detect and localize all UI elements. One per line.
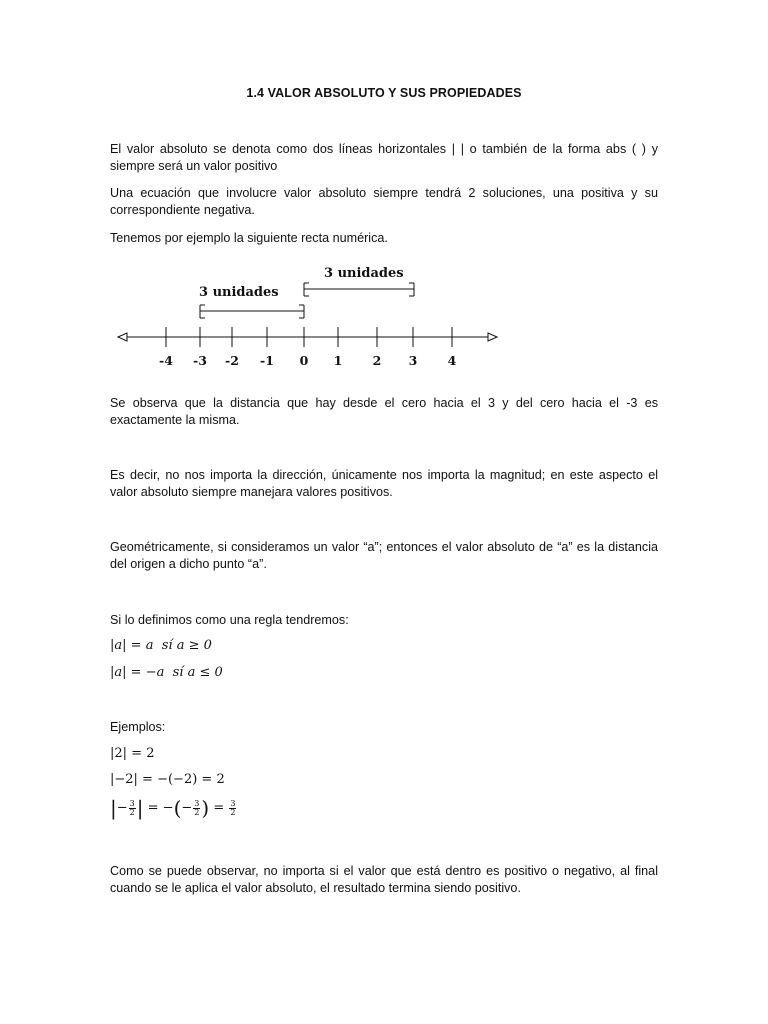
rule2-cond: sí bbox=[172, 665, 184, 680]
page-title: 1.4 VALOR ABSOLUTO Y SUS PROPIEDADES bbox=[246, 86, 522, 100]
bracket-right bbox=[304, 283, 414, 296]
example-3: |− $\frac{3}{2}$ | = −(− $\frac{3}{2}$ ) = $\frac{3}{2}$ bbox=[110, 796, 236, 820]
rule2-eq: = bbox=[126, 665, 146, 680]
ex3-eq1: = − bbox=[143, 800, 174, 816]
rule-nonpositive bbox=[110, 665, 223, 680]
number-line-figure bbox=[110, 258, 510, 373]
axis-tick-label: -1 bbox=[260, 353, 274, 368]
rule2-cond-expr: a ≤ 0 bbox=[187, 665, 223, 680]
rule1-cond: sí bbox=[161, 638, 173, 653]
ex3-fraction-2: $\frac{3}{2}$ bbox=[194, 798, 200, 817]
bracket-right-label: 3 unidades bbox=[324, 266, 404, 281]
examples-label: Ejemplos: bbox=[110, 720, 166, 734]
ex3-minus: − bbox=[116, 800, 128, 816]
bracket-left-label: 3 unidades bbox=[199, 285, 279, 300]
axis-tick-label: 3 bbox=[408, 353, 418, 368]
paragraph-conclusion: Como se puede observar, no importa si el valor que está dentro es positivo o negativo, al final cuando se le aplica el valor absoluto, el resultado termina siendo positivo. bbox=[110, 864, 658, 895]
rule1-cond-expr: a ≥ 0 bbox=[176, 638, 212, 653]
ex3-fraction-1: $\frac{3}{2}$ bbox=[129, 798, 135, 817]
paragraph-magnitude: Es decir, no nos importa la dirección, únicamente nos importa la magnitud; en este aspecto el valor absoluto siempre manejara valores positivos. bbox=[110, 468, 658, 499]
ex3-minus-2: − bbox=[181, 800, 193, 816]
paragraph-two-solutions: Una ecuación que involucre valor absoluto siempre tendrá 2 soluciones, una positiva y su correspondiente negativa. bbox=[110, 186, 658, 217]
axis-tick-label: -4 bbox=[159, 353, 173, 368]
axis-tick-label: -2 bbox=[225, 353, 239, 368]
rule1-lhs: |a| bbox=[110, 638, 127, 653]
axis-tick-label: -3 bbox=[193, 353, 207, 368]
rule1-rhs: a bbox=[145, 638, 154, 653]
paragraph-rule-intro: Si lo definimos como una regla tendremos: bbox=[110, 613, 349, 627]
rule2-lhs: |a| bbox=[110, 665, 127, 680]
rule2-rhs: −a bbox=[145, 665, 165, 680]
ex3-fraction-3: $\frac{3}{2}$ bbox=[230, 798, 236, 817]
paragraph-example-intro: Tenemos por ejemplo la siguiente recta numérica. bbox=[110, 231, 388, 245]
paragraph-geometric: Geométricamente, si consideramos un valor “a”; entonces el valor absoluto de “a” es la distancia del origen a dicho punto “a”. bbox=[110, 540, 658, 571]
axis-arrow-right bbox=[488, 333, 497, 341]
axis-arrow-left bbox=[118, 333, 127, 341]
axis-tick-label: 4 bbox=[447, 353, 457, 368]
paragraph-intro: El valor absoluto se denota como dos líneas horizontales | | o también de la forma abs ( ) y siempre será un valor positivo bbox=[110, 142, 658, 173]
rule1-eq: = bbox=[126, 638, 146, 653]
bracket-left bbox=[200, 305, 304, 318]
axis-tick-label: 2 bbox=[372, 353, 382, 368]
example-2: |−2| = −(−2) = 2 bbox=[110, 772, 225, 787]
ex3-eq2: = bbox=[209, 800, 229, 816]
paragraph-distance: Se observa que la distancia que hay desde el cero hacia el 3 y del cero hacia el -3 es exactamente la misma. bbox=[110, 396, 658, 427]
rule-nonnegative bbox=[110, 638, 212, 653]
axis-tick-label: 1 bbox=[333, 353, 343, 368]
axis-tick-label: 0 bbox=[299, 353, 309, 368]
example-1: |2| = 2 bbox=[110, 746, 155, 761]
axis-ticks bbox=[159, 327, 457, 368]
